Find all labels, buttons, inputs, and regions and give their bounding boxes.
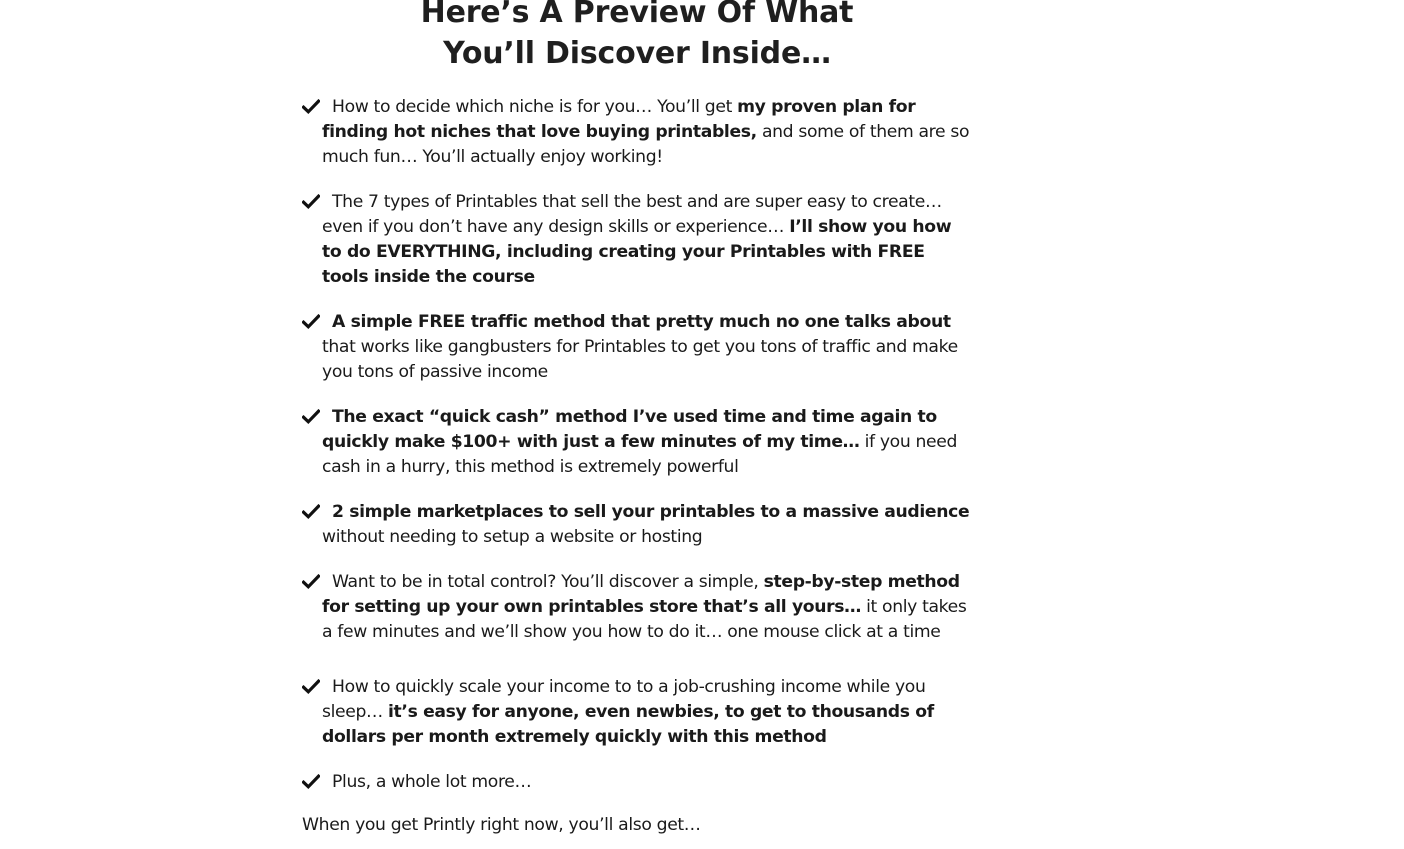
bullet-text: if you need cash in a hurry, this method is extremely powerful [322,432,958,477]
feature-list-item [302,770,972,795]
feature-list-item [302,500,972,550]
bullet-text-bold: 2 simple marketplaces to sell your printables to a massive audience [332,502,970,522]
feature-list-item [302,570,972,645]
check-icon [302,194,320,210]
check-icon [302,504,320,520]
check-icon [302,99,320,115]
check-icon [302,409,320,425]
feature-list-item [302,675,972,750]
bullet-text-bold: I’ll show you how to do EVERYTHING, including creating your Printables with FREE tools inside the course [322,217,952,287]
feature-list-item [302,190,972,290]
bullet-text: and some of them are so much fun… You’ll actually enjoy working! [322,122,970,167]
bonus-intro-text: When you get Printly right now, you’ll also get… [302,815,701,835]
bullet-text: How to decide which niche is for you… You’ll get [332,97,738,117]
bullet-text-bold: A simple FREE traffic method that pretty much no one talks about [332,312,951,332]
bullet-text-bold: my proven plan for finding hot niches that love buying printables, [322,97,916,142]
page-title [302,0,972,74]
feature-list-item [302,310,972,385]
page-title-line-2: You’ll Discover Inside… [443,36,831,71]
check-icon [302,774,320,790]
page-title-line-1: Here’s A Preview Of What [420,0,854,30]
feature-list-item [302,95,972,170]
feature-list [302,95,972,815]
bullet-text: that works like gangbusters for Printables to get you tons of traffic and make you tons of passive income [322,337,958,382]
bullet-text-bold: it’s easy for anyone, even newbies, to get to thousands of dollars per month extremely quickly with this method [322,702,934,747]
bullet-text: Want to be in total control? You’ll discover a simple, [332,572,764,592]
feature-list-item [302,405,972,480]
bullet-text-bold: The exact “quick cash” method I’ve used time and time again to quickly make $100+ with just a few minutes of my time… [322,407,937,452]
bullet-text: it only takes a few minutes and we’ll show you how to do it… one mouse click at a time [322,597,967,642]
check-icon [302,314,320,330]
bullet-text: The 7 types of Printables that sell the best and are super easy to create… even if you don’t have any design skills or experience… [322,192,942,237]
bullet-text: without needing to setup a website or hosting [322,527,703,547]
bullet-text-bold: step-by-step method for setting up your own printables store that’s all yours… [322,572,960,617]
bullet-text: How to quickly scale your income to to a job-crushing income while you sleep… [322,677,926,722]
bullet-text: Plus, a whole lot more… [332,772,532,792]
check-icon [302,679,320,695]
check-icon [302,574,320,590]
